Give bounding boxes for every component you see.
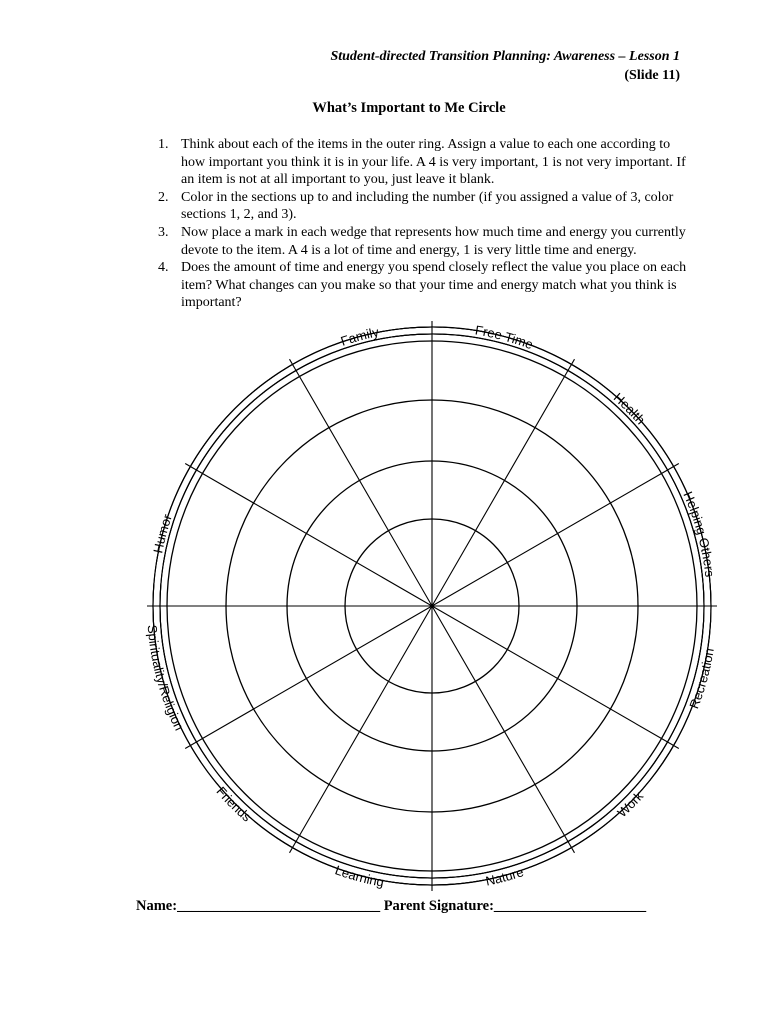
instruction-number: 3. xyxy=(158,224,169,240)
instruction-text: Now place a mark in each wedge that represents how much time and energy you currently devote to the item. A 4 is a lot of time and energy, 1 is very little time and energy. xyxy=(181,224,686,258)
label-arc xyxy=(179,353,314,488)
header-slide-number: (Slide 11) xyxy=(624,68,680,83)
wheel-category-label: Learning xyxy=(333,862,386,890)
label-arc xyxy=(554,829,600,857)
wheel-category-label: Spirituality/Religion xyxy=(144,624,187,733)
wheel-category-label: Work xyxy=(614,788,647,821)
label-arc xyxy=(408,327,442,328)
wheel-category-label: Family xyxy=(338,324,381,349)
signature-line: Name:____________________________ Parent Signature:_____________________ xyxy=(136,898,647,914)
wheel-category-label: Friends xyxy=(213,783,255,825)
wheel-spokes xyxy=(167,341,697,871)
instruction-number: 4. xyxy=(158,260,169,276)
label-arc xyxy=(408,334,441,335)
instruction-number: 1. xyxy=(158,137,169,152)
wheel-category-label: Helping Others xyxy=(680,489,718,578)
header-lesson-title: Student-directed Transition Planning: Awareness – Lesson 1 xyxy=(330,49,680,64)
instruction-number: 2. xyxy=(158,189,169,205)
wheel-category-label: Humor xyxy=(150,512,175,555)
instruction-text: Think about each of the items in the outer ring. Assign a value to each one according to how important you think it is in your life. A 4 is very important, 1 is not very important. If an item is not at all important to you, just leave it blank. xyxy=(181,137,686,188)
label-arc xyxy=(185,359,317,491)
wheel-category-label: Health xyxy=(610,389,649,428)
wheel-category-label: Recreation xyxy=(686,647,717,711)
page-title: What’s Important to Me Circle xyxy=(312,100,506,116)
instruction-text: Does the amount of time and energy you spend closely reflect the value you place on each item? What changes can you make so that your time and energy match what you think is important? xyxy=(181,260,687,311)
wheel-category-label: Free Time xyxy=(474,322,536,353)
instruction-text: Color in the sections up to and including the number (if you assigned a value of 3, color sections 1, 2, and 3). xyxy=(181,189,674,223)
wheel-category-label: Nature xyxy=(484,864,526,889)
